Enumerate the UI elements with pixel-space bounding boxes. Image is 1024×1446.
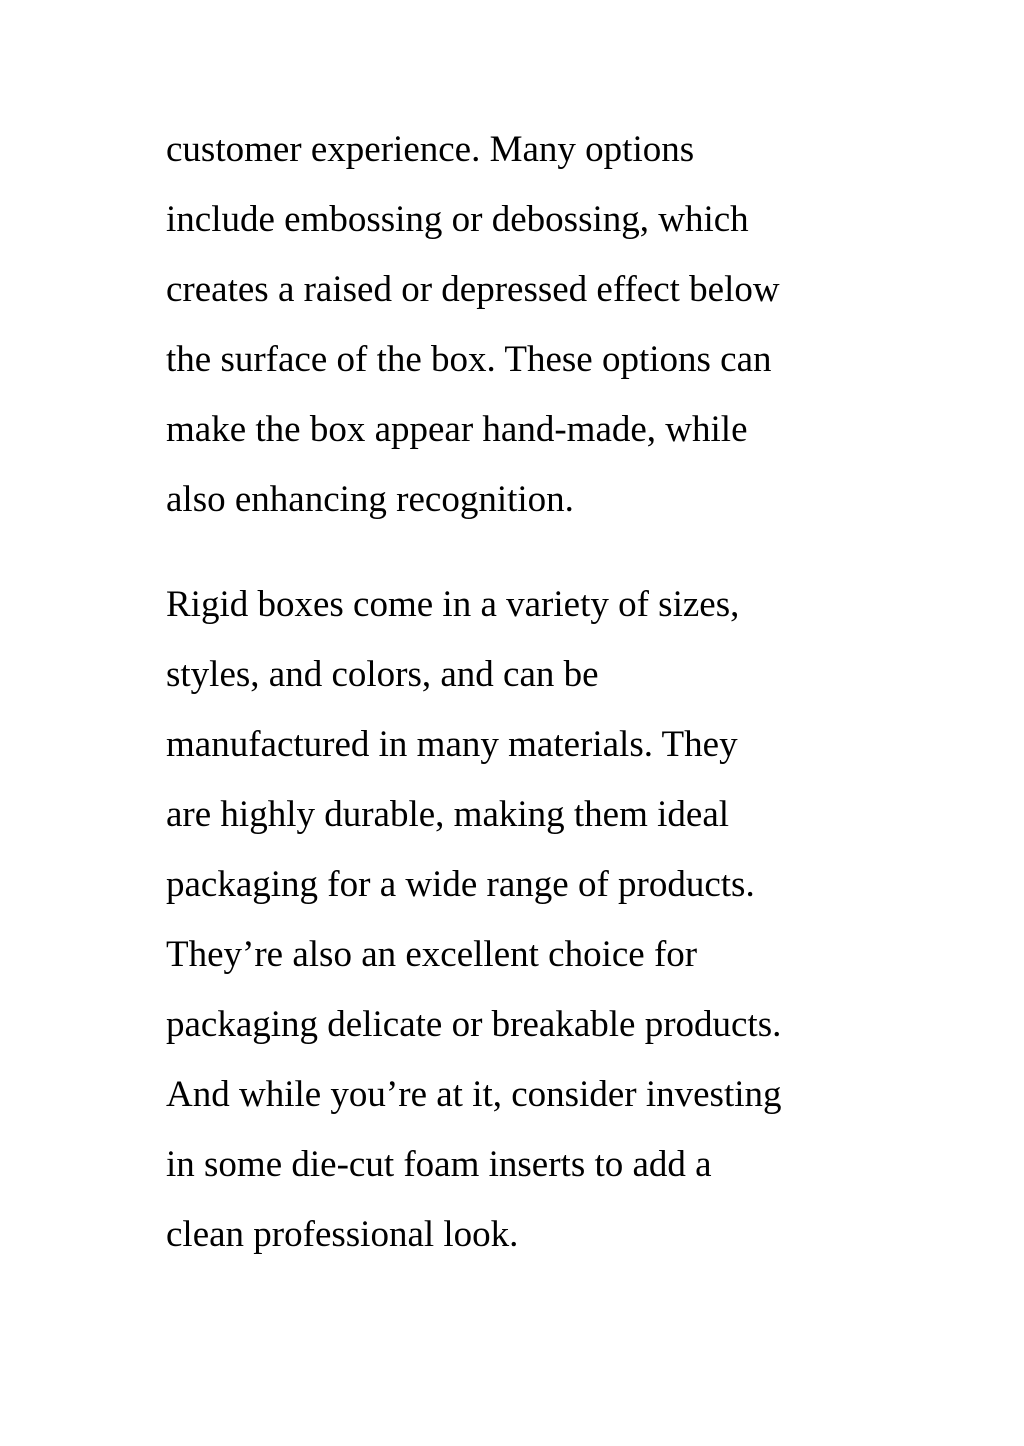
text-line: the surface of the box. These options can [166, 339, 772, 380]
paragraph-customer-experience [166, 120, 866, 540]
text-line: creates a raised or depressed effect below [166, 269, 780, 310]
text-line: make the box appear hand-made, while [166, 409, 748, 450]
text-line: styles, and colors, and can be [166, 654, 599, 695]
text-line: Rigid boxes come in a variety of sizes, [166, 584, 740, 625]
text-line: customer experience. Many options [166, 129, 695, 170]
document-page [166, 120, 866, 1275]
text-line: also enhancing recognition. [166, 479, 574, 520]
text-line: are highly durable, making them ideal [166, 794, 730, 835]
text-line: include embossing or debossing, which [166, 199, 749, 240]
paragraph-spacer [166, 540, 866, 575]
text-line: clean professional look. [166, 1214, 519, 1255]
paragraph-rigid-boxes [166, 575, 866, 1275]
text-line: packaging for a wide range of products. [166, 864, 755, 905]
text-line: packaging delicate or breakable products. [166, 1004, 782, 1045]
text-line: And while you’re at it, consider investing [166, 1074, 782, 1115]
text-line: in some die-cut foam inserts to add a [166, 1144, 712, 1185]
text-line: manufactured in many materials. They [166, 724, 738, 765]
text-line: They’re also an excellent choice for [166, 934, 698, 975]
